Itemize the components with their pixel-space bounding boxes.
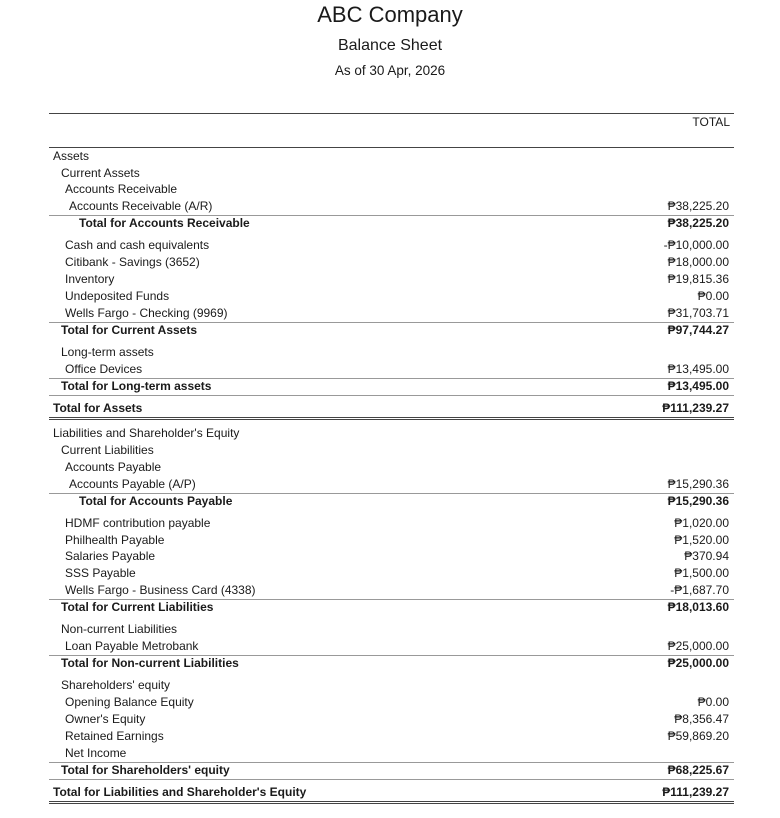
row-label: Accounts Payable (A/P) <box>69 477 196 491</box>
total-row <box>49 322 734 339</box>
row-label: Assets <box>53 149 90 163</box>
total-row <box>49 493 734 510</box>
row-amount: ₱1,520.00 <box>674 533 729 547</box>
row-label: Undeposited Funds <box>65 289 170 303</box>
row-label: Office Devices <box>65 362 143 376</box>
total-row <box>49 215 734 232</box>
row-amount: ₱18,013.60 <box>667 600 729 614</box>
row-label: Shareholders' equity <box>61 678 171 692</box>
row-label: SSS Payable <box>65 566 136 580</box>
total-column-header: TOTAL <box>692 115 730 129</box>
row-amount: ₱0.00 <box>697 695 729 709</box>
account-row <box>49 565 734 582</box>
group-accounts-payable <box>49 459 734 476</box>
row-label: Owner's Equity <box>65 712 146 726</box>
row-amount: ₱111,239.27 <box>662 785 729 799</box>
row-label: Total for Current Assets <box>61 323 198 337</box>
row-label: Cash and cash equivalents <box>65 238 210 252</box>
section-assets <box>49 148 734 165</box>
row-label: Liabilities and Shareholder's Equity <box>53 426 240 440</box>
row-label: Retained Earnings <box>65 729 164 743</box>
row-amount: -₱1,687.70 <box>670 583 729 597</box>
row-label: Accounts Receivable (A/R) <box>69 199 213 213</box>
row-amount: ₱13,495.00 <box>667 379 729 393</box>
row-label: Net Income <box>65 746 127 760</box>
account-row <box>49 515 734 532</box>
account-row <box>49 288 734 305</box>
row-label: Long-term assets <box>61 345 154 359</box>
row-amount: ₱19,815.36 <box>667 272 729 286</box>
account-row <box>49 728 734 745</box>
row-amount: ₱8,356.47 <box>674 712 729 726</box>
row-label: Opening Balance Equity <box>65 695 194 709</box>
header-top-rule <box>49 113 734 114</box>
account-row <box>49 532 734 549</box>
group-current-liabilities <box>49 442 734 459</box>
report-date: As of 30 Apr, 2026 <box>334 63 446 78</box>
total-row <box>49 599 734 616</box>
row-amount: ₱1,020.00 <box>674 516 729 530</box>
group-non-current-liabilities <box>49 621 734 638</box>
section-liabilities-equity <box>49 425 734 442</box>
row-label: Total for Non-current Liabilities <box>61 656 239 670</box>
row-label: Accounts Receivable <box>65 182 178 196</box>
row-amount: ₱370.94 <box>684 549 729 563</box>
account-row <box>49 254 734 271</box>
row-amount: ₱38,225.20 <box>667 216 729 230</box>
row-amount: ₱13,495.00 <box>667 362 729 376</box>
row-amount: ₱59,869.20 <box>667 729 729 743</box>
row-label: HDMF contribution payable <box>65 516 211 530</box>
group-long-term-assets <box>49 344 734 361</box>
total-row <box>49 762 734 780</box>
group-shareholders-equity <box>49 677 734 694</box>
account-row <box>49 711 734 728</box>
row-label: Accounts Payable <box>65 460 162 474</box>
row-label: Total for Current Liabilities <box>61 600 214 614</box>
row-amount: ₱38,225.20 <box>667 199 729 213</box>
account-row <box>49 305 734 323</box>
account-row <box>49 638 734 656</box>
report-title: Balance Sheet <box>337 37 443 54</box>
account-row <box>49 361 734 379</box>
row-amount: ₱1,500.00 <box>674 566 729 580</box>
total-row <box>49 378 734 396</box>
total-row <box>49 655 734 672</box>
row-amount: ₱31,703.71 <box>667 306 729 320</box>
account-row <box>49 198 734 216</box>
account-row <box>49 271 734 288</box>
row-amount: ₱0.00 <box>697 289 729 303</box>
account-row <box>49 476 734 494</box>
group-current-assets <box>49 165 734 182</box>
grand-total-row <box>49 400 734 420</box>
row-label: Current Liabilities <box>61 443 154 457</box>
row-amount: ₱15,290.36 <box>667 494 729 508</box>
account-row <box>49 745 734 763</box>
row-label: Loan Payable Metrobank <box>65 639 199 653</box>
row-label: Citibank - Savings (3652) <box>65 255 200 269</box>
row-amount: ₱97,744.27 <box>667 323 729 337</box>
account-row <box>49 694 734 711</box>
row-label: Current Assets <box>61 166 140 180</box>
row-label: Total for Accounts Payable <box>79 494 233 508</box>
account-row <box>49 582 734 600</box>
account-row <box>49 548 734 565</box>
grand-total-row <box>49 784 734 804</box>
company-name: ABC Company <box>317 2 463 27</box>
row-label: Total for Assets <box>53 401 143 415</box>
row-label: Total for Shareholders' equity <box>61 763 230 777</box>
row-label: Salaries Payable <box>65 549 156 563</box>
row-amount: ₱111,239.27 <box>662 401 729 415</box>
row-amount: ₱25,000.00 <box>667 656 729 670</box>
row-label: Wells Fargo - Business Card (4338) <box>65 583 256 597</box>
group-accounts-receivable <box>49 181 734 198</box>
row-label: Total for Liabilities and Shareholder's Equity <box>53 785 307 799</box>
account-row <box>49 237 734 254</box>
row-label: Non-current Liabilities <box>61 622 178 636</box>
row-amount: ₱25,000.00 <box>667 639 729 653</box>
row-amount: ₱15,290.36 <box>667 477 729 491</box>
row-amount: -₱10,000.00 <box>663 238 729 252</box>
row-label: Total for Long-term assets <box>61 379 212 393</box>
row-label: Total for Accounts Receivable <box>79 216 250 230</box>
row-amount: ₱68,225.67 <box>667 763 729 777</box>
row-label: Wells Fargo - Checking (9969) <box>65 306 228 320</box>
row-amount: ₱18,000.00 <box>667 255 729 269</box>
row-label: Inventory <box>65 272 115 286</box>
row-label: Philhealth Payable <box>65 533 165 547</box>
